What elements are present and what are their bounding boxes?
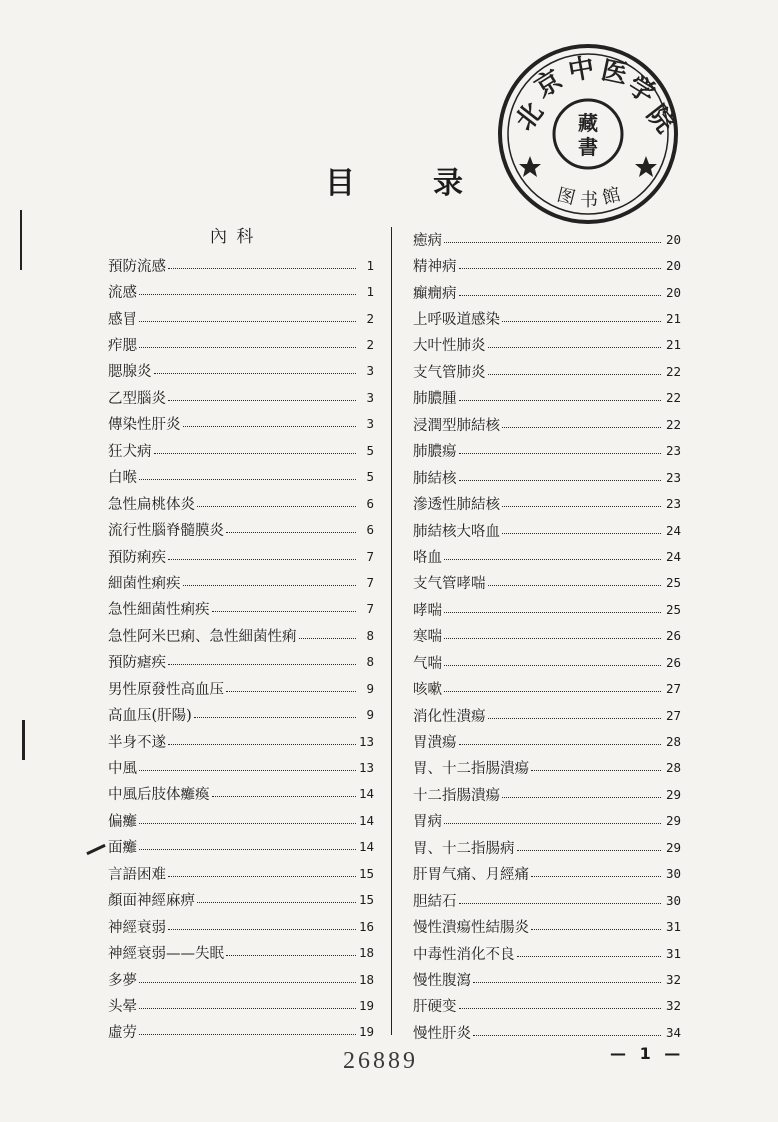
toc-entry-page: 18	[358, 945, 374, 961]
toc-entry-page: 1	[366, 257, 374, 273]
toc-entry-title: 偏癱	[108, 813, 137, 830]
dot-leader	[459, 400, 662, 401]
toc-entry	[413, 808, 681, 834]
dot-leader	[444, 665, 661, 666]
toc-entry-page: 3	[366, 389, 374, 405]
dot-leader	[488, 347, 662, 348]
svg-text:书: 书	[580, 190, 598, 211]
title-char-2: 录	[433, 166, 465, 201]
toc-entry	[108, 966, 374, 992]
dot-leader	[444, 242, 661, 243]
toc-entry-page: 23	[665, 469, 681, 485]
toc-entry-page: 29	[665, 839, 681, 855]
dot-leader	[488, 718, 662, 719]
toc-entry	[108, 384, 374, 410]
toc-entry	[413, 781, 681, 807]
dot-leader	[154, 373, 357, 374]
toc-entry-title: 預防流感	[108, 258, 166, 275]
toc-entry-title: 預防瘧疾	[108, 655, 166, 672]
toc-entry	[413, 940, 681, 966]
toc-entry-page: 34	[665, 1024, 681, 1040]
toc-entry-page: 6	[366, 495, 374, 511]
toc-left-column	[108, 252, 374, 1045]
toc-entry-page: 15	[358, 892, 374, 908]
toc-entry	[108, 411, 374, 437]
svg-text:院: 院	[640, 99, 681, 139]
toc-entry-page: 15	[358, 865, 374, 881]
toc-entry	[108, 860, 374, 886]
toc-entry-title: 細菌性痢疾	[108, 575, 181, 592]
toc-entry	[108, 781, 374, 807]
toc-entry-title: 中風后肢体癱瘓	[108, 787, 210, 804]
toc-entry-title: 慢性腹瀉	[413, 972, 471, 989]
toc-entry	[413, 649, 681, 675]
toc-entry-title: 中風	[108, 761, 137, 778]
toc-entry-title: 急性扁桃体炎	[108, 496, 195, 513]
toc-entry	[413, 385, 681, 411]
toc-entry-page: 29	[665, 786, 681, 802]
toc-entry	[413, 438, 681, 464]
toc-entry-page: 6	[366, 522, 374, 538]
toc-entry-page: 25	[665, 575, 681, 591]
toc-entry	[413, 279, 681, 305]
toc-entry-title: 傳染性肝炎	[108, 417, 181, 434]
toc-entry-page: 21	[665, 311, 681, 327]
toc-entry-page: 27	[665, 707, 681, 723]
toc-entry-title: 顏面神經麻痹	[108, 893, 195, 910]
toc-right-column	[413, 226, 681, 1046]
toc-entry-title: 白喉	[108, 470, 137, 487]
toc-entry-title: 大叶性肺炎	[413, 338, 486, 355]
dot-leader	[444, 823, 661, 824]
dot-leader	[531, 929, 661, 930]
toc-entry-title: 支气管哮喘	[413, 576, 486, 593]
toc-entry-title: 慢性潰瘍性結腸炎	[413, 920, 529, 937]
toc-entry-page: 1	[366, 284, 374, 300]
toc-entry	[413, 252, 681, 278]
toc-entry	[108, 464, 374, 490]
toc-entry	[108, 701, 374, 727]
toc-entry-page: 2	[366, 337, 374, 353]
scan-mark	[22, 720, 25, 760]
dot-leader	[444, 691, 661, 692]
toc-entry-title: 男性原發性高血压	[108, 681, 224, 698]
dot-leader	[168, 559, 356, 560]
toc-entry-page: 25	[665, 601, 681, 617]
toc-entry-title: 感冒	[108, 311, 137, 328]
toc-entry-page: 19	[358, 1024, 374, 1040]
toc-entry	[108, 649, 374, 675]
toc-entry-title: 半身不遂	[108, 734, 166, 751]
dot-leader	[197, 506, 356, 507]
toc-entry	[108, 675, 374, 701]
toc-entry-title: 癲癇病	[413, 285, 457, 302]
toc-entry	[108, 992, 374, 1018]
dot-leader	[444, 612, 661, 613]
toc-entry-title: 面癱	[108, 840, 137, 857]
toc-entry-page: 5	[366, 469, 374, 485]
toc-entry	[108, 543, 374, 569]
dot-leader	[139, 1034, 356, 1035]
toc-entry-title: 癒病	[413, 232, 442, 249]
toc-entry-page: 7	[366, 574, 374, 590]
toc-entry-page: 20	[665, 231, 681, 247]
dot-leader	[502, 427, 661, 428]
dot-leader	[212, 611, 357, 612]
dot-leader	[531, 770, 661, 771]
toc-entry-page: 7	[366, 548, 374, 564]
toc-entry	[108, 807, 374, 833]
toc-entry-title: 虛劳	[108, 1025, 137, 1042]
dot-leader	[299, 638, 357, 639]
toc-entry-title: 急性阿米巴痢、急性細菌性痢	[108, 628, 297, 645]
toc-entry-title: 中毒性消化不良	[413, 946, 515, 963]
toc-entry-page: 27	[665, 681, 681, 697]
toc-entry-title: 肝胃气痛、月經痛	[413, 867, 529, 884]
toc-entry-title: 流感	[108, 285, 137, 302]
dot-leader	[139, 321, 356, 322]
dot-leader	[139, 849, 356, 850]
toc-entry-title: 咯血	[413, 549, 442, 566]
toc-entry-title: 寒喘	[413, 629, 442, 646]
dot-leader	[139, 1008, 356, 1009]
toc-entry	[108, 305, 374, 331]
toc-entry-title: 精神病	[413, 259, 457, 276]
dot-leader	[168, 876, 356, 877]
toc-entry-title: 預防痢疾	[108, 549, 166, 566]
toc-entry-title: 哮喘	[413, 602, 442, 619]
toc-entry-page: 21	[665, 337, 681, 353]
dot-leader	[531, 876, 661, 877]
dot-leader	[183, 585, 357, 586]
dot-leader	[139, 479, 356, 480]
toc-entry-page: 3	[366, 416, 374, 432]
library-seal-icon	[494, 40, 682, 228]
accession-number: 26889	[343, 1048, 418, 1074]
toc-entry-page: 32	[665, 971, 681, 987]
toc-entry-page: 30	[665, 892, 681, 908]
dot-leader	[139, 982, 356, 983]
toc-entry	[413, 993, 681, 1019]
toc-entry-page: 13	[358, 733, 374, 749]
toc-entry	[413, 596, 681, 622]
toc-entry-page: 24	[665, 548, 681, 564]
dot-leader	[488, 585, 662, 586]
toc-entry-page: 32	[665, 998, 681, 1014]
toc-entry-title: 腮腺炎	[108, 364, 152, 381]
toc-entry-title: 肺膿腫	[413, 391, 457, 408]
toc-entry-page: 7	[366, 601, 374, 617]
dot-leader	[168, 664, 356, 665]
toc-entry	[108, 569, 374, 595]
toc-entry	[413, 913, 681, 939]
dot-leader	[139, 823, 356, 824]
toc-entry	[108, 596, 374, 622]
dot-leader	[444, 559, 661, 560]
toc-entry-title: 滲透性肺結核	[413, 497, 500, 514]
dot-leader	[168, 268, 356, 269]
toc-entry-title: 言語困难	[108, 866, 166, 883]
toc-entry	[413, 728, 681, 754]
toc-entry	[413, 411, 681, 437]
toc-entry-title: 乙型腦炎	[108, 390, 166, 407]
toc-entry-page: 9	[366, 707, 374, 723]
toc-entry	[413, 623, 681, 649]
toc-entry-page: 16	[358, 918, 374, 934]
dot-leader	[517, 956, 662, 957]
toc-entry	[413, 1019, 681, 1045]
toc-entry-title: 胃、十二指腸潰瘍	[413, 761, 529, 778]
toc-entry-page: 5	[366, 442, 374, 458]
toc-entry-title: 狂犬病	[108, 443, 152, 460]
toc-entry	[413, 543, 681, 569]
toc-entry	[413, 305, 681, 331]
page-number: — 1 —	[610, 1044, 685, 1063]
toc-entry-page: 8	[366, 654, 374, 670]
toc-entry	[108, 358, 374, 384]
toc-entry-title: 肝硬变	[413, 999, 457, 1016]
svg-text:学: 学	[622, 70, 661, 110]
toc-entry-page: 8	[366, 627, 374, 643]
toc-entry-title: 肺結核	[413, 470, 457, 487]
toc-entry-page: 19	[358, 997, 374, 1013]
toc-entry-title: 流行性腦脊髓膜炎	[108, 523, 224, 540]
toc-entry	[108, 913, 374, 939]
dot-leader	[459, 480, 662, 481]
dot-leader	[197, 902, 356, 903]
toc-entry	[413, 570, 681, 596]
toc-entry-title: 浸潤型肺結核	[413, 417, 500, 434]
dot-leader	[473, 982, 661, 983]
toc-entry-page: 31	[665, 945, 681, 961]
toc-entry	[413, 702, 681, 728]
toc-entry-title: 消化性潰瘍	[413, 708, 486, 725]
toc-entry	[108, 331, 374, 357]
toc-entry-page: 28	[665, 734, 681, 750]
toc-entry-page: 20	[665, 284, 681, 300]
dot-leader	[212, 796, 357, 797]
svg-text:医: 医	[598, 55, 631, 91]
svg-text:北: 北	[509, 97, 550, 137]
dot-leader	[226, 691, 356, 692]
dot-leader	[139, 770, 356, 771]
toc-entry	[413, 861, 681, 887]
svg-text:書: 書	[578, 135, 598, 159]
toc-entry-title: 胃潰瘍	[413, 735, 457, 752]
toc-entry-page: 22	[665, 390, 681, 406]
toc-entry	[108, 622, 374, 648]
toc-entry	[108, 939, 374, 965]
svg-text:館: 館	[600, 184, 623, 209]
toc-entry-page: 29	[665, 813, 681, 829]
toc-entry	[413, 887, 681, 913]
toc-entry	[108, 278, 374, 304]
column-divider	[391, 227, 392, 1035]
toc-entry	[413, 755, 681, 781]
toc-entry-title: 上呼吸道感染	[413, 312, 500, 329]
toc-entry-page: 22	[665, 363, 681, 379]
dot-leader	[168, 400, 356, 401]
dot-leader	[459, 295, 662, 296]
toc-entry-title: 胃、十二指腸病	[413, 840, 515, 857]
title-char-1: 目	[325, 166, 357, 201]
toc-entry	[413, 464, 681, 490]
dot-leader	[459, 453, 662, 454]
toc-entry	[108, 490, 374, 516]
toc-entry	[413, 675, 681, 701]
section-header-internal-medicine: 內 科	[210, 227, 256, 247]
toc-entry-page: 28	[665, 760, 681, 776]
toc-entry-title: 十二指腸潰瘍	[413, 787, 500, 804]
dot-leader	[226, 955, 356, 956]
dot-leader	[459, 268, 662, 269]
toc-entry-title: 急性細菌性痢疾	[108, 602, 210, 619]
toc-entry-title: 胃病	[413, 814, 442, 831]
toc-entry-page: 26	[665, 654, 681, 670]
dot-leader	[459, 903, 662, 904]
toc-entry-page: 14	[358, 786, 374, 802]
toc-entry	[108, 516, 374, 542]
svg-text:藏: 藏	[578, 111, 598, 135]
dot-leader	[226, 532, 356, 533]
toc-entry-page: 20	[665, 258, 681, 274]
dot-leader	[502, 533, 661, 534]
toc-entry-page: 9	[366, 680, 374, 696]
toc-entry-title: 肺結核大咯血	[413, 523, 500, 540]
dot-leader	[183, 426, 357, 427]
dot-leader	[154, 453, 357, 454]
toc-entry-page: 3	[366, 363, 374, 379]
toc-entry	[413, 332, 681, 358]
dot-leader	[444, 638, 661, 639]
toc-entry-title: 神經衰弱——失眠	[108, 946, 224, 963]
toc-entry-title: 气喘	[413, 655, 442, 672]
toc-entry-page: 26	[665, 628, 681, 644]
toc-entry-title: 痄腮	[108, 338, 137, 355]
toc-entry	[108, 1019, 374, 1045]
toc-entry	[108, 437, 374, 463]
toc-entry	[108, 887, 374, 913]
toc-entry	[108, 754, 374, 780]
dot-leader	[502, 506, 661, 507]
svg-text:中: 中	[566, 52, 597, 87]
scan-mark	[20, 210, 22, 270]
toc-entry	[108, 252, 374, 278]
toc-entry	[413, 358, 681, 384]
toc-entry-page: 14	[358, 812, 374, 828]
dot-leader	[517, 850, 662, 851]
toc-entry-title: 肺膿瘍	[413, 444, 457, 461]
toc-entry-title: 慢性肝炎	[413, 1025, 471, 1042]
dot-leader	[168, 744, 356, 745]
toc-entry-page: 23	[665, 443, 681, 459]
toc-entry-title: 头晕	[108, 998, 137, 1015]
toc-entry-page: 14	[358, 839, 374, 855]
toc-entry-title: 支气管肺炎	[413, 364, 486, 381]
toc-entry-title: 神經衰弱	[108, 919, 166, 936]
toc-entry	[413, 226, 681, 252]
library-seal-stamp	[494, 40, 682, 228]
toc-entry-title: 胆結石	[413, 893, 457, 910]
toc-entry-title: 咳嗽	[413, 682, 442, 699]
toc-entry-page: 30	[665, 866, 681, 882]
toc-entry-title: 高血压(肝陽)	[108, 708, 192, 725]
toc-entry-page: 24	[665, 522, 681, 538]
toc-entry-page: 18	[358, 971, 374, 987]
svg-text:图: 图	[554, 184, 578, 210]
toc-entry-page: 13	[358, 760, 374, 776]
toc-entry-page: 23	[665, 496, 681, 512]
dot-leader	[502, 797, 661, 798]
toc-entry-page: 2	[366, 310, 374, 326]
toc-entry	[413, 517, 681, 543]
scan-mark	[86, 844, 105, 855]
toc-entry-page: 22	[665, 416, 681, 432]
svg-text:京: 京	[529, 64, 568, 104]
dot-leader	[139, 294, 356, 295]
toc-entry-page: 31	[665, 919, 681, 935]
toc-entry	[413, 834, 681, 860]
dot-leader	[139, 347, 356, 348]
dot-leader	[459, 744, 662, 745]
toc-entry	[413, 490, 681, 516]
dot-leader	[168, 929, 356, 930]
dot-leader	[488, 374, 662, 375]
dot-leader	[473, 1035, 661, 1036]
toc-entry-title: 多夢	[108, 972, 137, 989]
dot-leader	[502, 321, 661, 322]
dot-leader	[459, 1008, 662, 1009]
toc-entry	[108, 834, 374, 860]
toc-entry	[413, 966, 681, 992]
toc-entry	[108, 728, 374, 754]
dot-leader	[194, 717, 356, 718]
